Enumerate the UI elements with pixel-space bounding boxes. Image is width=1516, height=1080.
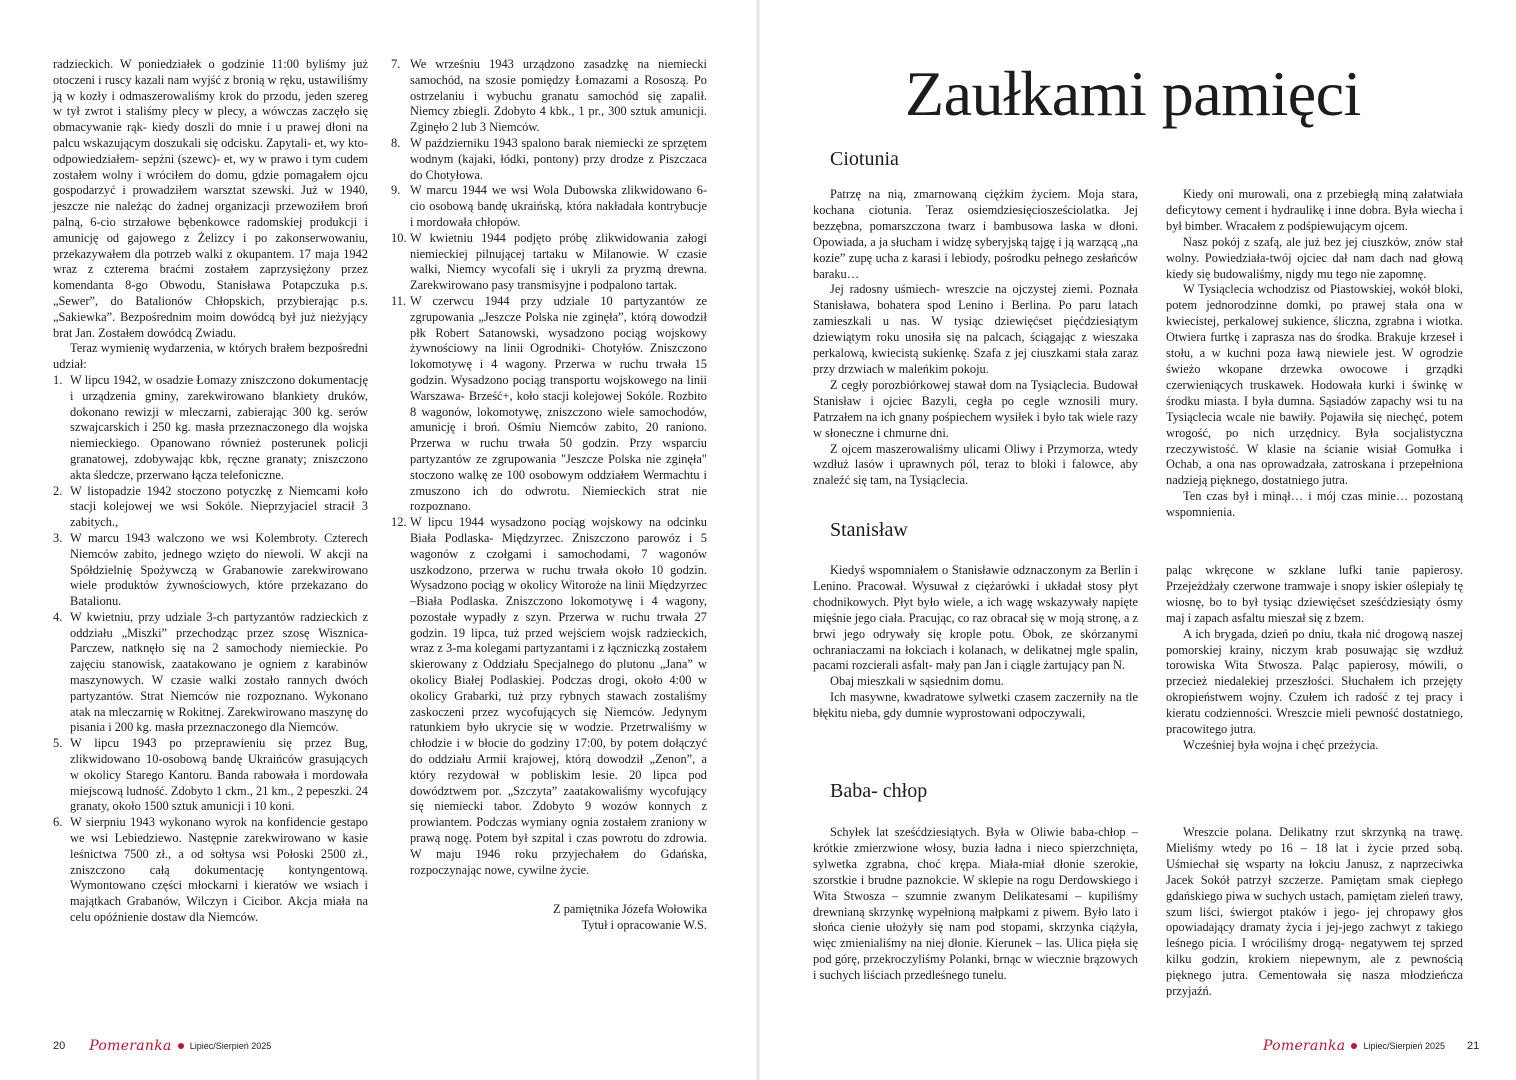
- section-heading-ciotunia: Ciotunia: [830, 148, 899, 170]
- paragraph: Wcześniej była wojna i chęć przeżycia.: [1183, 737, 1379, 752]
- events-list: [53, 373, 368, 926]
- paragraph: Wreszcie polana. Delikatny rzut skrzynką na trawę. Mieliśmy wtedy po 16 – 18 lat i życie przed sobą. Uśmiechał się wsparty na łokciu Janusz, z naprzeciwka Jacek Sokół patrzył szczerze. Pamiętam smak ciepłego gdańskiego piwa w suchych ustach, pamiętam zieleń trawy, szum liści, świergot ptaków i jego- jej chropawy głos opowiadający dramaty życia i jej-jego zachwyt z takiego leśnego picia. I wróciliśmy drogą- negatywem tej sprzed kilku godzin, krokiem niepewnym, ale z pewnością pięknego jutra. Cementowała się nasza młodzieńcza przyjaźń.: [1166, 825, 1463, 999]
- paragraph: Z cegły porozbiórkowej stawał dom na Tysiąclecia. Budował Stanisław i ojciec Bazyli, cegła po cegle wznosili mury. Patrzałem na ich gnany pośpiechem wysiłek i było tak wiele razy w słoneczne i chmurne dni.: [813, 377, 1138, 440]
- issue-date: Lipiec/Sierpień 2025: [1363, 1041, 1445, 1051]
- paragraph: Schyłek lat sześćdziesiątych. Była w Oliwie baba-chłop – krótkie zmierzwione włosy, buzia ładna i nieco spierzchnięta, sylwetka zgrabna, choć krępa. Miała-miał dłonie szerokie, szorstkie i brudne paznokcie. W sklepie na rogu Derdowskiego i Wita Stwosza – szumnie zwanym Delikatesami – kupiliśmy drewnianą skrzynkę wypełnioną małpkami z piwem. Było lato i słońca cienie ułożyły się nam pod stopami, skrzynka ciążyła, więc zmienialiśmy na niej dłonie. Kierunek – las. Ulica pięła się pod górę, przekroczyliśmy Polanki, brnąc w wiecznie brązowych i suchych liściach przedleśnego tunelu.: [813, 825, 1138, 983]
- event-item: 9. W marcu 1944 we wsi Wola Dubowska zlikwidowano 6-cio osobową bandę ukraińską, która nakładała kontrybucje i mordowała chłopów.: [391, 183, 707, 229]
- section-heading-baba-chlop: Baba- chłop: [830, 780, 928, 802]
- page-number: 20: [53, 1040, 66, 1052]
- page-number: 21: [1467, 1040, 1480, 1052]
- ciotunia-column-1: [813, 187, 1138, 489]
- event-item: 11. W czerwcu 1944 przy udziale 10 partyzantów ze zgrupowania „Jeszcze Polska nie zginęła”, którą dowodził płk Robert Satanowski, wysadzono pociąg wojskowy żywnościowy na linii Ogrodniki- Chotyłów. Zniszczono lokomotywę i 4 wagony. Przerwa w ruchu trwała 15 godzin. Wysadzono pociąg transportu wojskowego na linii Warszawa- Brześć+, koło stacji kolejowej Sokóle. Rozbito 8 wagonów, lokomotywę, zniszczono wiele samochodów, amunicję i broń. Ośmiu Niemców zabito, 20 raniono. Przerwa w ruchu trwała 50 godzin. Przy wsparciu partyzantów ze zgrupowania "Jeszcze Polska nie zginęła" stoczono walkę ze 100 osobowym oddziałem Wermachtu i zmuszono ich do odwrotu. Niemieckich strat nie rozpoznano.: [391, 293, 707, 514]
- page-title: Zaułkami pamięci: [905, 58, 1361, 129]
- paragraph: Obaj mieszkali w sąsiednim domu.: [830, 674, 1004, 689]
- event-item: 8. W październiku 1943 spalono barak niemiecki ze sprzętem wodnym (kajaki, łódki, pontony) przy drodze z Piszczaca do Chotyłowa.: [391, 135, 707, 182]
- signature: [391, 901, 707, 933]
- issue-date: Lipiec/Sierpień 2025: [189, 1041, 272, 1051]
- right-page: [758, 0, 1516, 1080]
- event-item: 3. W marcu 1943 walczono we wsi Kolembroty. Czterech Niemców zabito, jednego wzięto do niewoli. W akcji na Spółdzielnię Spożywczą w Grabanowie zarekwirowano wiele produktów żywnościowych, które przekazano do Batalionu.: [53, 530, 368, 609]
- paragraph: Kiedy oni murowali, ona z przebiegłą miną załatwiała deficytowy cement i hydraulikę i inne dobra. Była wiecha i był bimber. Wracałem z podśpiewującym ojcem.: [1166, 187, 1463, 233]
- baba-column-1: [813, 825, 1138, 984]
- ciotunia-column-2: [1166, 187, 1463, 521]
- footer-left: [53, 1038, 271, 1054]
- dot-icon: [1351, 1043, 1357, 1049]
- paragraph: W Tysiąclecia wchodzisz od Piastowskiej, wokół bloki, potem jednorodzinne domki, po prawej stała ona w kwiecistej, perkalowej sukience, śliczna, zgrabna i wiotka. Otwiera furtkę i zaprasza nas do środka. Brakuje krzeseł i stołu, a w kuchni poza ławą niewiele jest. W ogrodzie świeżo wkopane drzewka owocowe i grządki czerwieniących truskawek. Hodowała kurki i świnkę w środku miasta. I była dumna. Sąsiadów zapachy wsi tu na Tysiąclecia wcale nie bawiły. Pojawiła się niechęć, potem wrogość, po nich urzędnicy. Była socjalistyczna rzeczywistość. W klasie na ścianie wisiał Gomułka i Ochab, a ona nas oprowadzała, zatroskana i przepełniona nadzieją pięknego, dostatniego jutra.: [1166, 282, 1463, 488]
- stanislaw-column-1: [813, 563, 1138, 722]
- signature-editor: Tytuł i opracowanie W.S.: [581, 918, 707, 933]
- event-item: 10. W kwietniu 1944 podjęto próbę zlikwidowania załogi niemieckiej pilnującej tartaku w Milanowie. W czasie walki, Niemcy wycofali się i ukryli za pryzmą drewna. Zarekwirowano pasy transmisyjne i podpalono tartak.: [391, 230, 707, 293]
- paragraph: Ich masywne, kwadratowe sylwetki czasem zaczerniły na tle błękitu nieba, gdy dumnie wyprostowani odpoczywali,: [813, 690, 1138, 721]
- left-column-2: [391, 57, 707, 933]
- event-item: 1. W lipcu 1942, w osadzie Łomazy zniszczono dokumentację i urządzenia gminy, zarekwirowano blankiety druków, dokonano rewizji w mleczarni, zabierając 300 kg. serów szwajcarskich i 250 kg. masła przeznaczonego dla wojska niemieckiego. Opanowano również posterunek policji granatowej, zdobywając kbk, ręczne granaty; zniszczono akta śledcze, przerwano łącza telefoniczne.: [53, 372, 368, 482]
- paragraph: Patrzę na nią, zmarnowaną ciężkim życiem. Moja stara, kochana ciotunia. Teraz osiemdziesięciosześciolatka. Jej bezzębna, pomarszczona twarz i bambusowa laska w dłoni. Opowiada, a ja słucham i widzę syberyjską tajgę i ją warzącą „na kozie” zupę ucha z karasi i lebiody, pośrodku pełnego zesłańców baraku…: [813, 187, 1138, 281]
- paragraph: Z ojcem maszerowaliśmy ulicami Oliwy i Przymorza, wtedy wzdłuż lasów i uprawnych pól, teraz to bloki i falowce, aby znaleźć się tam, na Tysiąclecia.: [813, 441, 1138, 488]
- signature-source: Z pamiętnika Józefa Wołowika: [553, 902, 707, 917]
- events-intro: Teraz wymienię wydarzenia, w których brałem bezpośredni udział:: [53, 341, 368, 372]
- dot-icon: [178, 1043, 184, 1049]
- magazine-logo: Pomeranka: [89, 1038, 172, 1054]
- section-heading-stanislaw: Stanisław: [830, 519, 908, 541]
- event-item: 5. W lipcu 1943 po przeprawieniu się przez Bug, zlikwidowano 10-osobową bandę Ukraińców grasujących w okolicy Starego Kantoru. Banda rabowała i mordowała miejscową ludność. Zdobyto 1 ckm., 21 km., 2 pepeszki. 24 granaty, około 1500 sztuk amunicji i 10 koni.: [53, 736, 368, 814]
- event-item: 4. W kwietniu, przy udziale 3-ch partyzantów radzieckich z oddziału „Miszki” przechodząc przez szosę Wisznica-Parczew, natknęło się na 2 samochody niemieckie. Po zajęciu stanowisk, zaatakowano je ogniem z karabinów maszynowych. W czasie walki zostało rannych dwóch partyzantów. Strat Niemców nie rozpoznano. Wykonano atak na mleczarnię w Rokitnej. Zarekwirowano maszynę do pisania i 200 kg. masła przeznaczonego dla Niemców.: [53, 609, 368, 735]
- events-list-continued: [391, 57, 707, 878]
- event-item: 12. W lipcu 1944 wysadzono pociąg wojskowy na odcinku Biała Podlaska- Międzyrzec. Zniszczono parowóz i 5 wagonów z czołgami i samochodami, 7 wagonów uszkodzono, przerwa w ruchu trwała około 10 godzin. Wysadzono pociąg w okolicy Witoroże na linii Międzyrzec –Biała Podlaska. Zniszczono lokomotywę i 4 wagony, pozostałe wypadły z szyn. Przerwa w ruchu trwała 27 godzin. 19 lipca, tuż przed wejściem wojsk radzieckich, wraz z 3-ma kolegami partyzantami i z łączniczką zostałem skierowany z Oddziału Specjalnego do plutonu „Jana” w okolicy Białej Podlaskiej. Podczas drogi, około 4:00 w okolicy Grabarki, tuż przy rybnych stawach zostaliśmy zaskoczeni przez wycofujących się Niemców. Jedynym ratunkiem było ukrycie się w wodzie. Przetrwaliśmy w chłodzie i w błocie do godziny 17:00, by potem dołączyć do oddziału Armii krajowej, którą dowodził „Zenon”, a który rezydował w pobliskim lesie. 20 lipca pod dowództwem por. „Szczyta” zaatakowaliśmy wycofujący się niemiecki tabor. Zdobyto 9 wozów konnych z prowiantem. Podczas wymiany ognia zostałem zraniony w prawą nogę. Potem był szpital i czas powrotu do zdrowia. W maju 1946 roku przyjechałem do Gdańska, rozpoczynając nowe, cywilne życie.: [391, 515, 707, 877]
- event-item: 6. W sierpniu 1943 wykonano wyrok na konfidencie gestapo we wsi Lebiedziewo. Następnie zarekwirowano w kasie leśnictwa 7500 zł., a od sołtysa wsi Połoski 2500 zł., zniszczono całą dokumentację kontyngentową. Wymontowano części młockarni i kieratów we wsiach i majątkach Grabanów, Wilczyn i Cicibor. Akcja miała na celu opóźnienie dostaw dla Niemców.: [53, 815, 368, 925]
- paragraph: A ich brygada, dzień po dniu, tkała nić drogową naszej pomorskiej krainy, niczym krab posuwając się wzdłuż torowiska Wita Stwosza. Paląc papierosy, mówili, o przecież niedalekiej przeszłości. Słuchałem ich przejęty okropieństwem wojny. Czułem ich radość z tej pracy i kieratu codzienności. Wreszcie mieli pewność dostatniego, pracowitego jutra.: [1166, 626, 1463, 737]
- footer-right: [1263, 1038, 1479, 1054]
- paragraph: Nasz pokój z szafą, ale już bez jej ciuszków, znów stał wolny. Powiedziała-twój ojciec dał nam dach nad głową kiedy się budowaliśmy, nigdy mu tego nie zapomnę.: [1166, 234, 1463, 281]
- event-item: 7. We wrześniu 1943 urządzono zasadzkę na niemiecki samochód, na szosie pomiędzy Łomazami a Rososzą. Po ostrzelaniu i wybuchu granatu samochód się zapalił. Niemcy zbiegli. Zdobyto 4 kbk., 1 pr., 300 sztuk amunicji. Zginęło 2 lub 3 Niemców.: [391, 57, 707, 135]
- left-column-1: [53, 57, 368, 926]
- magazine-logo: Pomeranka: [1263, 1038, 1346, 1054]
- baba-column-2: [1166, 825, 1463, 1000]
- paragraph: Jej radosny uśmiech- wreszcie na ojczystej ziemi. Poznała Stanisława, bohatera spod Lenino i Berlina. Po paru latach zamieszkali u nas. W tysiąc dziewięćset pięćdziesiątym dziewiątym roku unosiła się na palcach, ściągając z wieszaka perkalową, kwiecistą sukienkę. Szafa z jej ciuszkami stała zaraz przy drzwiach w maleńkim pokoju.: [813, 282, 1138, 376]
- event-item: 2. W listopadzie 1942 stoczono potyczkę z Niemcami koło stacji kolejowej we wsi Sokóle. Nieprzyjaciel stracił 3 zabitych.,: [53, 483, 368, 530]
- stanislaw-column-2: [1166, 563, 1463, 754]
- paragraph: Kiedyś wspomniałem o Stanisławie odznaczonym za Berlin i Lenino. Pracował. Wysuwał z ciężarówki i układał stosy płyt chodnikowych. Płyt było wiele, a ich wagę wskazywały napięte mięśnie jego ciała. Pracując, co raz obracał się w moją stronę, a z brwi jego odrywały się krople potu. Obok, ze skórzanymi ochraniaczami na łokciach i kolanach, w delikatnej mgle spalin, pacami rozcierali asfalt- mały pan Jan i ciągle żartujący pan N.: [813, 563, 1138, 673]
- memoir-paragraph: radzieckich. W poniedziałek o godzinie 11:00 byliśmy już otoczeni i ruscy kazali nam wyjść z bronią w ręku, ustawiliśmy ją w kozły i odmaszerowaliśmy krok do przodu, jeden szereg w tył zwrot i staliśmy plecy w plecy, a wówczas zaczęło się obmacywanie rąk- kiedy doszli do mnie i u prawej dłoni na palcu wskazującym doszukali się odcisku. Zapytali- et, wy kto- odpowiedziałem- sepżni (szewc)- et, wy w prawo i tym cudem zostałem wolny i wróciłem do domu, gdzie pomagałem ojcu gospodarzyć i prowadziłem warsztat szewski. Już w 1940, jeszcze nie należąc do żadnej organizacji przewoziłem broń palną, 6-cio strzałowe bębenkowce radomskiej produkcji i amunicję od gajowego z Żelizcy i po zakonserwowaniu, przekazywałem dla potrzeb walki z okupantem. 17 maja 1942 wraz z czterema braćmi zostałem zaprzysiężony przez komendanta 8-go Obwodu, Stanisława Potapczuka p.s. „Sewer”, do Batalionów Chłopskich, przybierając p.s. „Sakiewka”. Bezpośrednim moim dowódcą był już nieżyjący brat Jan. Zostałem dowódcą Zwiadu.: [53, 57, 368, 340]
- paragraph: paląc wkręcone w szklane lufki tanie papierosy. Przejeżdżały czerwone tramwaje i snopy iskier oślepiały tę wiosnę, bo to był tysiąc dziewięćset sześćdziesiąty ósmy maj i zapach asfaltu mieszał się z bzem.: [1166, 563, 1463, 625]
- paragraph: Ten czas był i minął… i mój czas minie… pozostaną wspomnienia.: [1166, 489, 1463, 520]
